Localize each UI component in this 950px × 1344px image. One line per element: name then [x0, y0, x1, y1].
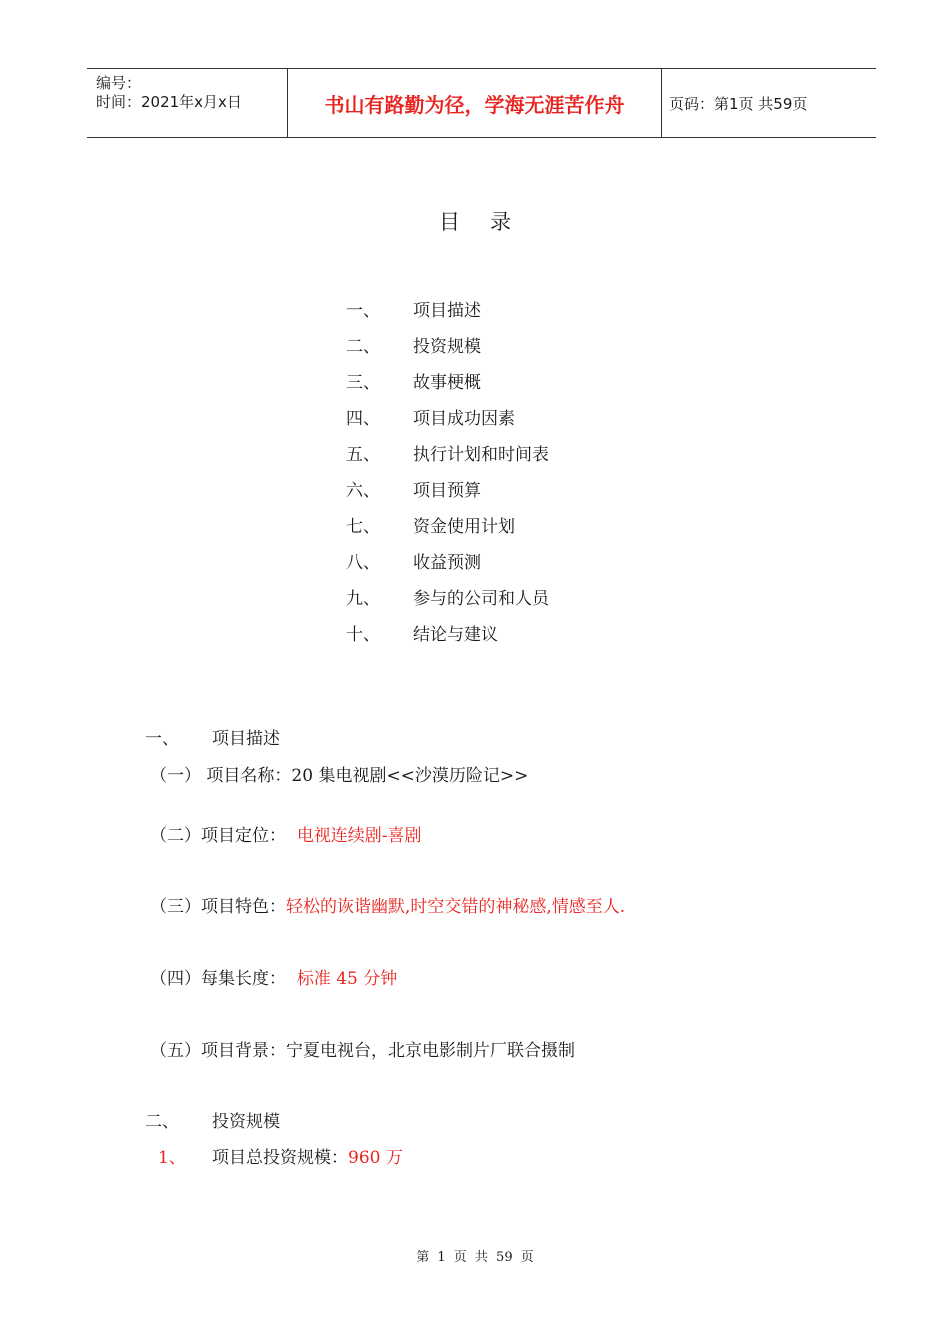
motto: 书山有路勤为径，学海无涯苦作舟 [287, 69, 662, 137]
toc-item-number: 八、 [346, 552, 380, 573]
table-of-contents [346, 290, 549, 650]
toc-item-text: 结论与建议 [413, 624, 498, 645]
toc-item-number: 九、 [346, 588, 380, 609]
positioning-label: （二）项目定位： [150, 826, 286, 846]
page-footer: 第 1 页 共 59 页 [416, 1250, 534, 1265]
toc-item [346, 362, 549, 398]
project-positioning-line [150, 821, 422, 846]
toc-item-number: 五、 [346, 444, 380, 465]
toc-item-text: 资金使用计划 [413, 516, 515, 537]
toc-item-text: 项目预算 [413, 480, 481, 501]
toc-item-text: 执行计划和时间表 [413, 444, 549, 465]
toc-item-number: 四、 [346, 408, 380, 429]
toc-item [346, 434, 549, 470]
feature-label: （三）项目特色： [150, 897, 286, 917]
positioning-value: 电视连续剧-喜剧 [296, 826, 422, 846]
page-header [87, 68, 876, 138]
toc-item-text: 参与的公司和人员 [413, 588, 549, 609]
investment-item-number: 1、 [158, 1148, 186, 1168]
toc-item-text: 项目描述 [413, 300, 481, 321]
toc-item-text: 收益预测 [413, 552, 481, 573]
toc-item [346, 290, 549, 326]
toc-item-text: 投资规模 [413, 336, 481, 357]
toc-item-number: 七、 [346, 516, 380, 537]
toc-item-number: 三、 [346, 372, 380, 393]
toc-item-text: 故事梗概 [413, 372, 481, 393]
header-left-cell [87, 69, 287, 137]
section-number: 一、 [145, 729, 179, 749]
section-title: 项目描述 [212, 729, 280, 749]
section-title: 投资规模 [212, 1112, 280, 1132]
episode-length-label: （四）每集长度： [150, 969, 286, 989]
toc-item [346, 398, 549, 434]
toc-item [346, 614, 549, 650]
time-label: 时间：2021年x月x日 [96, 93, 242, 111]
toc-item-number: 六、 [346, 480, 380, 501]
toc-item [346, 542, 549, 578]
header-right-cell [661, 69, 876, 137]
section-1-heading [145, 724, 280, 749]
toc-item [346, 326, 549, 362]
toc-item [346, 470, 549, 506]
project-background-line: （五）项目背景：宁夏电视台，北京电影制片厂联合摄制 [150, 1041, 575, 1061]
investment-label: 项目总投资规模： [212, 1148, 348, 1168]
toc-item [346, 578, 549, 614]
toc-item-text: 项目成功因素 [413, 408, 515, 429]
toc-title: 目录 [439, 210, 541, 234]
toc-item-number: 一、 [346, 300, 380, 321]
episode-length-line [150, 964, 397, 989]
feature-value: 轻松的诙谐幽默,时空交错的神秘感,情感至人. [286, 897, 626, 917]
number-label: 编号： [96, 74, 142, 92]
section-2-heading [145, 1107, 280, 1132]
investment-value: 960 万 [348, 1148, 403, 1168]
page-info: 页码：第1页 共59页 [669, 94, 808, 113]
project-feature-line [150, 892, 625, 917]
project-name-line: （一） 项目名称：20 集电视剧<<沙漠历险记>> [150, 766, 529, 786]
episode-length-value: 标准 45 分钟 [296, 969, 398, 989]
toc-item-number: 二、 [346, 336, 380, 357]
toc-item [346, 506, 549, 542]
total-investment-line [158, 1143, 403, 1168]
section-number: 二、 [145, 1112, 179, 1132]
toc-item-number: 十、 [346, 624, 380, 645]
